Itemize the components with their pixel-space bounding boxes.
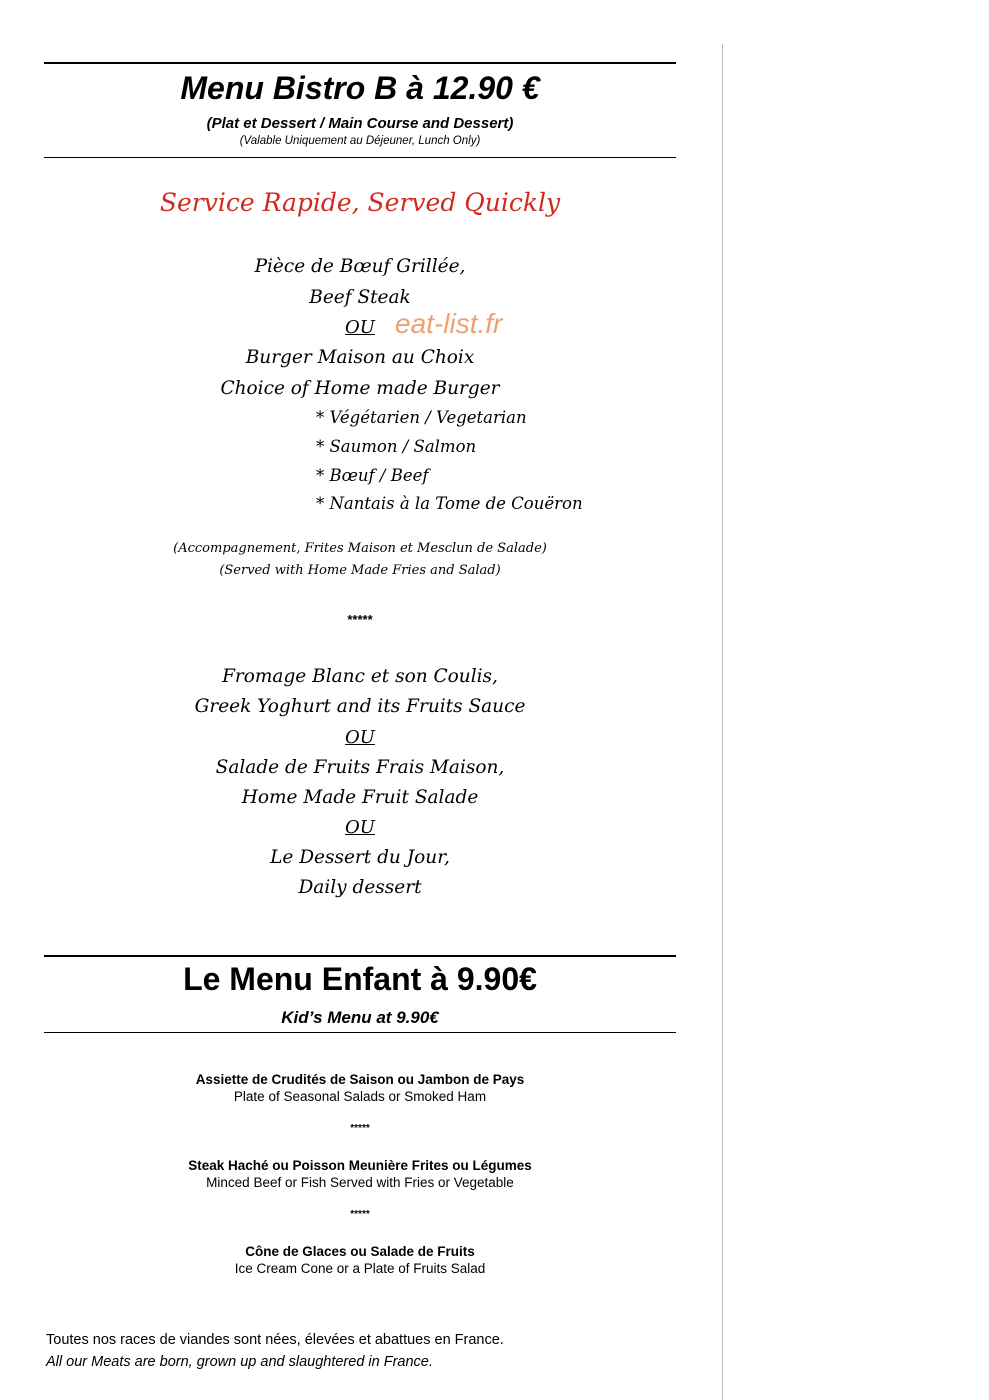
kids-bottom-rule [44, 1032, 676, 1033]
dessert-fruit-en: Home Made Fruit Salade [241, 787, 479, 808]
burger-option: * Bœuf / Beef [316, 466, 429, 485]
dessert-daily-fr: Le Dessert du Jour, [270, 847, 450, 868]
burger-option: * Saumon / Salmon [316, 437, 477, 456]
bistro-note: (Valable Uniquement au Déjeuner, Lunch Only) [239, 135, 481, 147]
bistro-subtitle: (Plat et Dessert / Main Course and Dessert) [206, 115, 514, 132]
main-burger-en: Choice of Home made Burger [220, 378, 500, 399]
kids-starter-fr: Assiette de Crudités de Saison ou Jambon de Pays [195, 1072, 525, 1087]
main-burger-fr: Burger Maison au Choix [245, 347, 475, 368]
burger-option: * Nantais à la Tome de Couëron [316, 494, 583, 513]
kids-separator: ***** [350, 1209, 370, 1220]
kids-dessert-fr: Cône de Glaces ou Salade de Fruits [245, 1244, 475, 1259]
header-bottom-rule [44, 157, 676, 158]
footer-note-en: All our Meats are born, grown up and slaughtered in France. [46, 1354, 433, 1370]
dessert-fruit-fr: Salade de Fruits Frais Maison, [215, 757, 505, 778]
page-margin-line [722, 44, 723, 1400]
or-separator: OU [345, 817, 375, 838]
course-separator: ***** [347, 612, 373, 627]
footer-note-fr: Toutes nos races de viandes sont nées, élevées et abattues en France. [46, 1332, 504, 1348]
kids-main-en: Minced Beef or Fish Served with Fries or Vegetable [206, 1175, 514, 1190]
watermark: eat-list.fr [395, 308, 503, 339]
top-rule [44, 62, 676, 64]
side-note-fr: (Accompagnement, Frites Maison et Mesclun de Salade) [173, 541, 547, 556]
main-beef-fr: Pièce de Bœuf Grillée, [254, 256, 466, 277]
kids-top-rule [44, 955, 676, 957]
kids-main-fr: Steak Haché ou Poisson Meunière Frites ou Légumes [188, 1158, 532, 1173]
or-separator: OU [345, 317, 375, 338]
kids-starter-en: Plate of Seasonal Salads or Smoked Ham [233, 1089, 487, 1104]
dessert-yoghurt-fr: Fromage Blanc et son Coulis, [222, 666, 498, 687]
kids-subtitle: Kid’s Menu at 9.90€ [281, 1008, 439, 1027]
burger-option: * Végétarien / Vegetarian [316, 408, 527, 427]
service-heading: Service Rapide, Served Quickly [159, 188, 561, 217]
side-note-en: (Served with Home Made Fries and Salad) [219, 563, 501, 578]
dessert-daily-en: Daily dessert [298, 877, 422, 898]
kids-title: Le Menu Enfant à 9.90€ [183, 961, 537, 997]
bistro-title: Menu Bistro B à 12.90 € [180, 70, 540, 106]
dessert-yoghurt-en: Greek Yoghurt and its Fruits Sauce [194, 696, 526, 717]
kids-dessert-en: Ice Cream Cone or a Plate of Fruits Salad [234, 1261, 486, 1276]
or-separator: OU [345, 727, 375, 748]
kids-separator: ***** [350, 1123, 370, 1134]
main-beef-en: Beef Steak [309, 287, 411, 308]
